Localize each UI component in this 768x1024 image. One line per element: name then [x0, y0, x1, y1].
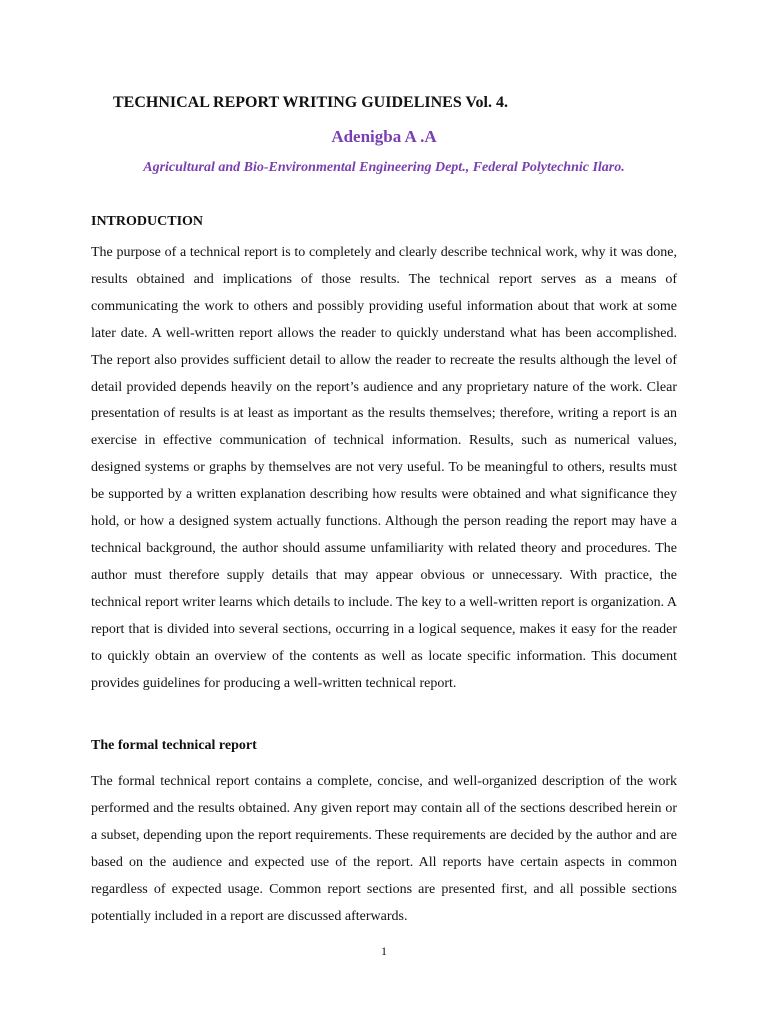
section-heading-formal-report: The formal technical report: [91, 738, 257, 753]
section-body-introduction: The purpose of a technical report is to completely and clearly describe technical work, why it was done, results obtained and implications of those results. The technical report serves as a means of communicating the work to others and possibly providing useful information about that work at some later date. A well-written report allows the reader to quickly understand what has been accomplished. The report also provides sufficient detail to allow the reader to recreate the results although the level of detail provided depends heavily on the report’s audience and any proprietary nature of the work. Clear presentation of results is at least as important as the results themselves; therefore, writing a report is an exercise in effective communication of technical information. Results, such as numerical values, designed systems or graphs by themselves are not very useful. To be meaningful to others, results must be supported by a written explanation describing how results were obtained and what significance they hold, or how a designed system actually functions. Although the person reading the report may have a technical background, the author should assume unfamiliarity with related theory and procedures. The author must therefore supply details that may appear obvious or unnecessary. With practice, the technical report writer learns which details to include. The key to a well-written report is organization. A report that is divided into several sections, occurring in a logical sequence, makes it easy for the reader to quickly obtain an overview of the contents as well as locate specific information. This document provides guidelines for producing a well-written technical report.: [91, 245, 677, 691]
author-affiliation: Agricultural and Bio-Environmental Engineering Dept., Federal Polytechnic Ilaro.: [143, 160, 625, 175]
document-title: TECHNICAL REPORT WRITING GUIDELINES Vol. 4.: [113, 94, 508, 111]
page-number: 1: [381, 944, 387, 958]
section-heading-introduction: INTRODUCTION: [91, 214, 204, 229]
author-name: Adenigba A .A: [331, 127, 437, 146]
section-body-formal-report: The formal technical report contains a complete, concise, and well-organized description of the work performed and the results obtained. Any given report may contain all of the sections described herein or a subset, depending upon the report requirements. These requirements are decided by the author and are based on the audience and expected use of the report. All reports have certain aspects in common regardless of expected usage. Common report sections are presented first, and all possible sections potentially included in a report are discussed afterwards.: [91, 774, 677, 924]
